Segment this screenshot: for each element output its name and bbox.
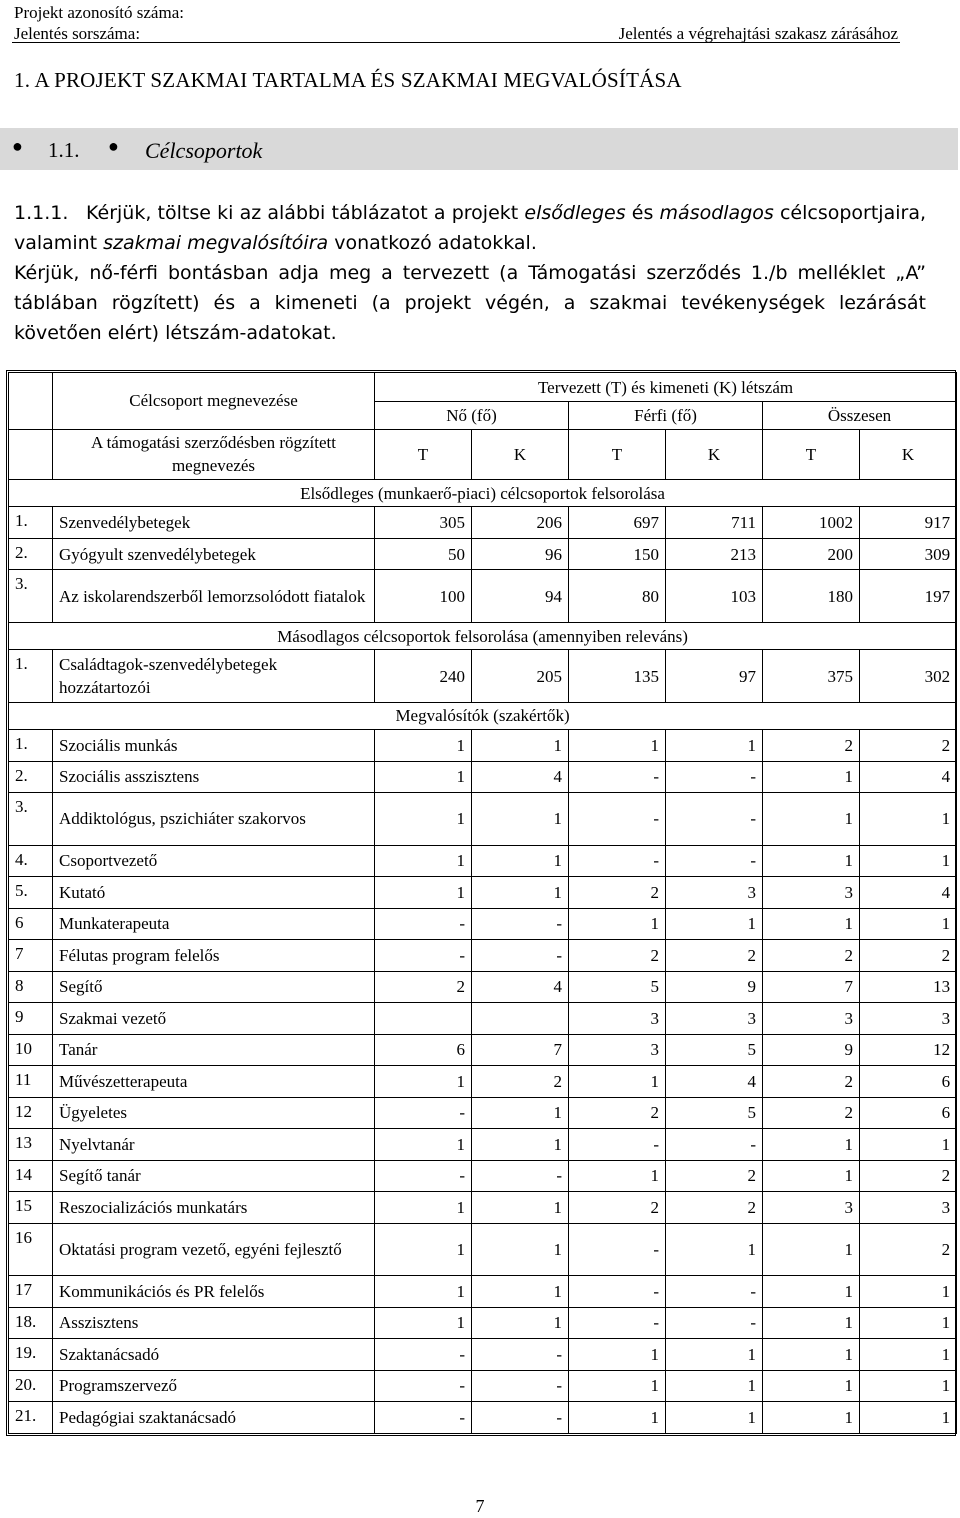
row-name: Reszocializációs munkatárs	[53, 1192, 375, 1224]
row-number: 2.	[9, 538, 53, 570]
value-cell: 1	[763, 845, 860, 877]
table-row	[9, 1034, 957, 1066]
subsection-number: 1.1.	[48, 138, 80, 162]
row-name: Kommunikációs és PR felelős	[53, 1276, 375, 1308]
row-number: 8	[9, 971, 53, 1003]
value-cell: 1	[569, 1402, 666, 1434]
row-name: Asszisztens	[53, 1307, 375, 1339]
table-row	[9, 650, 957, 703]
value-cell: 3	[860, 1192, 957, 1224]
value-cell: 1	[763, 761, 860, 793]
value-cell: -	[472, 940, 569, 972]
value-cell: 135	[569, 650, 666, 703]
value-cell: 4	[666, 1066, 763, 1098]
table-row	[9, 1370, 957, 1402]
col-header-k: K	[860, 429, 957, 479]
value-cell: 1	[375, 1223, 472, 1276]
value-cell: 2	[860, 940, 957, 972]
row-name: Gyógyult szenvedélybetegek	[53, 538, 375, 570]
value-cell: 2	[666, 940, 763, 972]
value-cell: 6	[860, 1066, 957, 1098]
table-row	[9, 761, 957, 793]
header-divider	[12, 42, 900, 43]
value-cell: 3	[666, 877, 763, 909]
row-number: 21.	[9, 1402, 53, 1434]
project-id-label: Projekt azonosító száma:	[14, 3, 184, 22]
row-name: Az iskolarendszerből lemorzsolódott fiatalok	[53, 570, 375, 623]
col-header-t: T	[763, 429, 860, 479]
value-cell: 5	[666, 1034, 763, 1066]
value-cell: 1	[666, 1370, 763, 1402]
row-name: Szaktanácsadó	[53, 1339, 375, 1371]
row-name: Ügyeletes	[53, 1097, 375, 1129]
value-cell: 711	[666, 507, 763, 539]
value-cell: 2	[569, 1192, 666, 1224]
col-header-measure: Tervezett (T) és kimeneti (K) létszám	[375, 373, 957, 402]
row-name: Addiktológus, pszichiáter szakorvos	[53, 793, 375, 846]
row-name: Családtagok-szenvedélybetegek hozzátartozói	[53, 650, 375, 703]
value-cell: 13	[860, 971, 957, 1003]
col-header-male: Férfi (fő)	[569, 402, 763, 429]
value-cell	[472, 1003, 569, 1035]
value-cell: -	[569, 761, 666, 793]
col-header-k: K	[472, 429, 569, 479]
value-cell: -	[375, 940, 472, 972]
value-cell: 4	[472, 761, 569, 793]
row-number: 3.	[9, 793, 53, 846]
row-name: Szenvedélybetegek	[53, 507, 375, 539]
value-cell: -	[472, 908, 569, 940]
value-cell: -	[666, 793, 763, 846]
value-cell: 1	[763, 1129, 860, 1161]
value-cell: 6	[860, 1097, 957, 1129]
value-cell: 1	[375, 761, 472, 793]
table-row	[9, 845, 957, 877]
value-cell: 1	[375, 793, 472, 846]
row-name: Segítő	[53, 971, 375, 1003]
row-name: Kutató	[53, 877, 375, 909]
value-cell: 1	[763, 1160, 860, 1192]
bullet-icon: ●	[108, 136, 119, 156]
value-cell: 4	[860, 877, 957, 909]
value-cell: 1	[666, 730, 763, 762]
row-number: 15	[9, 1192, 53, 1224]
value-cell: 1	[763, 1223, 860, 1276]
value-cell: 1	[472, 845, 569, 877]
value-cell: 1	[860, 1402, 957, 1434]
value-cell: 309	[860, 538, 957, 570]
section-title: 1. A PROJEKT SZAKMAI TARTALMA ÉS SZAKMAI MEGVALÓSÍTÁSA	[14, 68, 682, 92]
value-cell: 96	[472, 538, 569, 570]
row-number: 5.	[9, 877, 53, 909]
table-row	[9, 908, 957, 940]
value-cell: -	[569, 793, 666, 846]
row-name: Segítő tanár	[53, 1160, 375, 1192]
table-row	[9, 570, 957, 623]
header-spacer	[9, 373, 53, 430]
value-cell: 50	[375, 538, 472, 570]
value-cell: 180	[763, 570, 860, 623]
table-row	[9, 793, 957, 846]
subsection-title: Célcsoportok	[145, 138, 263, 163]
value-cell: 1	[472, 1129, 569, 1161]
value-cell: 1	[472, 793, 569, 846]
value-cell: 375	[763, 650, 860, 703]
value-cell: 1	[472, 730, 569, 762]
value-cell: 3	[860, 1003, 957, 1035]
value-cell: -	[569, 1223, 666, 1276]
value-cell: 1	[375, 1192, 472, 1224]
instruction-line-1: 1.1.1. Kérjük, töltse ki az alábbi táblázatot a projekt elsődleges és másodlagos célcsoportjaira, valamint szakmai megvalósítóira vonatkozó adatokkal.	[14, 198, 926, 258]
value-cell: 2	[763, 1066, 860, 1098]
row-name: Munkaterapeuta	[53, 908, 375, 940]
table-row	[9, 1160, 957, 1192]
row-name: Szociális munkás	[53, 730, 375, 762]
section-title: Megvalósítók (szakértők)	[9, 702, 957, 729]
row-name: Nyelvtanár	[53, 1129, 375, 1161]
row-number: 13	[9, 1129, 53, 1161]
value-cell: -	[472, 1370, 569, 1402]
value-cell: 1	[860, 1129, 957, 1161]
row-number: 20.	[9, 1370, 53, 1402]
value-cell: 94	[472, 570, 569, 623]
table-row	[9, 538, 957, 570]
value-cell: 12	[860, 1034, 957, 1066]
value-cell: 205	[472, 650, 569, 703]
table-row	[9, 507, 957, 539]
row-number: 2.	[9, 761, 53, 793]
value-cell: 1	[375, 730, 472, 762]
row-name: Félutas program felelős	[53, 940, 375, 972]
value-cell: 9	[763, 1034, 860, 1066]
row-number: 1.	[9, 650, 53, 703]
table-row	[9, 877, 957, 909]
section-row	[9, 622, 957, 649]
value-cell: 206	[472, 507, 569, 539]
table-row	[9, 1307, 957, 1339]
value-cell: 1	[569, 1160, 666, 1192]
value-cell: 2	[860, 1223, 957, 1276]
value-cell: 213	[666, 538, 763, 570]
value-cell: 1	[860, 1307, 957, 1339]
section-row	[9, 480, 957, 507]
row-number: 17	[9, 1276, 53, 1308]
value-cell: -	[375, 1097, 472, 1129]
value-cell: 2	[666, 1160, 763, 1192]
row-name: Programszervező	[53, 1370, 375, 1402]
value-cell: 1	[375, 1066, 472, 1098]
section-title: Másodlagos célcsoportok felsorolása (amennyiben releváns)	[9, 622, 957, 649]
col-header-total: Összesen	[763, 402, 957, 429]
value-cell: 80	[569, 570, 666, 623]
value-cell: 1	[375, 1307, 472, 1339]
table-row	[9, 1276, 957, 1308]
row-number: 1.	[9, 507, 53, 539]
col-header-female: Nő (fő)	[375, 402, 569, 429]
value-cell: 1	[472, 1192, 569, 1224]
paragraph-number: 1.1.1.	[14, 202, 69, 224]
value-cell: 2	[763, 1097, 860, 1129]
value-cell: -	[472, 1402, 569, 1434]
value-cell: -	[666, 1276, 763, 1308]
value-cell: -	[569, 1129, 666, 1161]
value-cell: 3	[763, 1003, 860, 1035]
value-cell: 3	[666, 1003, 763, 1035]
value-cell: 1	[666, 1339, 763, 1371]
row-number: 7	[9, 940, 53, 972]
row-number: 12	[9, 1097, 53, 1129]
table-row	[9, 1129, 957, 1161]
value-cell: 1	[763, 793, 860, 846]
value-cell: 1	[666, 1402, 763, 1434]
header-spacer	[9, 429, 53, 479]
value-cell: -	[569, 1276, 666, 1308]
value-cell: 1	[666, 1223, 763, 1276]
value-cell: 5	[569, 971, 666, 1003]
value-cell: 3	[569, 1034, 666, 1066]
value-cell: 2	[763, 730, 860, 762]
value-cell: 9	[666, 971, 763, 1003]
col-header-contract-name: A támogatási szerződésben rögzített megnevezés	[53, 429, 375, 479]
value-cell: 1	[375, 877, 472, 909]
value-cell: 2	[569, 1097, 666, 1129]
value-cell: 302	[860, 650, 957, 703]
table-row	[9, 1192, 957, 1224]
value-cell: 2	[375, 971, 472, 1003]
value-cell: 200	[763, 538, 860, 570]
value-cell: 3	[569, 1003, 666, 1035]
row-number: 18.	[9, 1307, 53, 1339]
value-cell: 1	[472, 877, 569, 909]
value-cell: 1	[763, 1402, 860, 1434]
value-cell: 1	[860, 1276, 957, 1308]
table-row	[9, 1066, 957, 1098]
value-cell: -	[375, 1402, 472, 1434]
value-cell: 1	[569, 1370, 666, 1402]
table-row	[9, 730, 957, 762]
bullet-icon: ●	[12, 136, 23, 156]
value-cell: 1	[860, 793, 957, 846]
value-cell: 197	[860, 570, 957, 623]
table-row	[9, 1097, 957, 1129]
value-cell: 240	[375, 650, 472, 703]
value-cell: 1	[569, 1066, 666, 1098]
row-number: 16	[9, 1223, 53, 1276]
col-header-k: K	[666, 429, 763, 479]
row-number: 9	[9, 1003, 53, 1035]
value-cell: 3	[763, 1192, 860, 1224]
value-cell: 1	[375, 1129, 472, 1161]
section-row	[9, 702, 957, 729]
value-cell: 7	[472, 1034, 569, 1066]
row-name: Szakmai vezető	[53, 1003, 375, 1035]
value-cell: -	[666, 1307, 763, 1339]
value-cell: 1	[763, 1307, 860, 1339]
subsection-heading	[0, 128, 958, 170]
value-cell: 103	[666, 570, 763, 623]
row-name: Csoportvezető	[53, 845, 375, 877]
value-cell: -	[666, 1129, 763, 1161]
col-header-t: T	[569, 429, 666, 479]
value-cell: 3	[763, 877, 860, 909]
table-row	[9, 1339, 957, 1371]
instruction-line-2: Kérjük, nő-férfi bontásban adja meg a tervezett (a Támogatási szerződés 1./b melléklet „A” táblában rögzített) és a kimeneti (a projekt végén, a szakmai tevékenységek lezárását követően elért) létszám-adatokat.	[14, 262, 926, 344]
value-cell: -	[569, 1307, 666, 1339]
value-cell: -	[472, 1339, 569, 1371]
value-cell: 697	[569, 507, 666, 539]
value-cell: -	[569, 845, 666, 877]
page-header-left	[14, 2, 184, 44]
report-type-label: Jelentés a végrehajtási szakasz zárásához	[618, 24, 898, 43]
value-cell: 4	[860, 761, 957, 793]
value-cell: 4	[472, 971, 569, 1003]
value-cell: 5	[666, 1097, 763, 1129]
value-cell: 1	[472, 1276, 569, 1308]
value-cell: 1	[569, 730, 666, 762]
value-cell: 1002	[763, 507, 860, 539]
value-cell: 2	[472, 1066, 569, 1098]
row-number: 4.	[9, 845, 53, 877]
value-cell: 150	[569, 538, 666, 570]
row-name: Művészetterapeuta	[53, 1066, 375, 1098]
value-cell: -	[375, 908, 472, 940]
row-number: 10	[9, 1034, 53, 1066]
row-number: 19.	[9, 1339, 53, 1371]
value-cell: -	[375, 1370, 472, 1402]
value-cell: 2	[763, 940, 860, 972]
row-name: Tanár	[53, 1034, 375, 1066]
value-cell: 1	[569, 908, 666, 940]
value-cell: -	[375, 1339, 472, 1371]
value-cell: 1	[860, 1339, 957, 1371]
value-cell: 1	[860, 1370, 957, 1402]
value-cell: 305	[375, 507, 472, 539]
row-number: 11	[9, 1066, 53, 1098]
value-cell: 2	[666, 1192, 763, 1224]
table-row	[9, 1402, 957, 1434]
report-number-label: Jelentés sorszáma:	[14, 24, 141, 43]
value-cell: 1	[763, 1276, 860, 1308]
section-title: Elsődleges (munkaerő-piaci) célcsoportok felsorolása	[9, 480, 957, 507]
value-cell: -	[375, 1160, 472, 1192]
value-cell: 1	[763, 1370, 860, 1402]
value-cell: 2	[860, 730, 957, 762]
table-body	[9, 373, 957, 1434]
value-cell: 1	[375, 845, 472, 877]
value-cell: 1	[472, 1097, 569, 1129]
value-cell: 6	[375, 1034, 472, 1066]
table-row	[9, 1003, 957, 1035]
table-row	[9, 940, 957, 972]
page-number: 7	[475, 1496, 485, 1516]
value-cell: 917	[860, 507, 957, 539]
row-number: 14	[9, 1160, 53, 1192]
value-cell: 1	[472, 1223, 569, 1276]
value-cell: 7	[763, 971, 860, 1003]
value-cell: 2	[569, 877, 666, 909]
table-row	[9, 971, 957, 1003]
row-number: 1.	[9, 730, 53, 762]
col-header-group: Célcsoport megnevezése	[53, 373, 375, 430]
value-cell	[375, 1003, 472, 1035]
value-cell: 1	[666, 908, 763, 940]
value-cell: 1	[472, 1307, 569, 1339]
row-number: 6	[9, 908, 53, 940]
row-name: Szociális asszisztens	[53, 761, 375, 793]
value-cell: 1	[860, 845, 957, 877]
value-cell: 1	[375, 1276, 472, 1308]
target-group-table	[6, 370, 956, 1436]
value-cell: 2	[569, 940, 666, 972]
instruction-paragraph	[14, 198, 926, 348]
value-cell: 1	[860, 908, 957, 940]
row-number: 3.	[9, 570, 53, 623]
value-cell: 1	[763, 908, 860, 940]
value-cell: 2	[860, 1160, 957, 1192]
value-cell: 97	[666, 650, 763, 703]
col-header-t: T	[375, 429, 472, 479]
value-cell: 100	[375, 570, 472, 623]
value-cell: 1	[763, 1339, 860, 1371]
value-cell: -	[666, 761, 763, 793]
value-cell: 1	[569, 1339, 666, 1371]
value-cell: -	[666, 845, 763, 877]
row-name: Oktatási program vezető, egyéni fejlesztő	[53, 1223, 375, 1276]
row-name: Pedagógiai szaktanácsadó	[53, 1402, 375, 1434]
value-cell: -	[472, 1160, 569, 1192]
table-row	[9, 1223, 957, 1276]
